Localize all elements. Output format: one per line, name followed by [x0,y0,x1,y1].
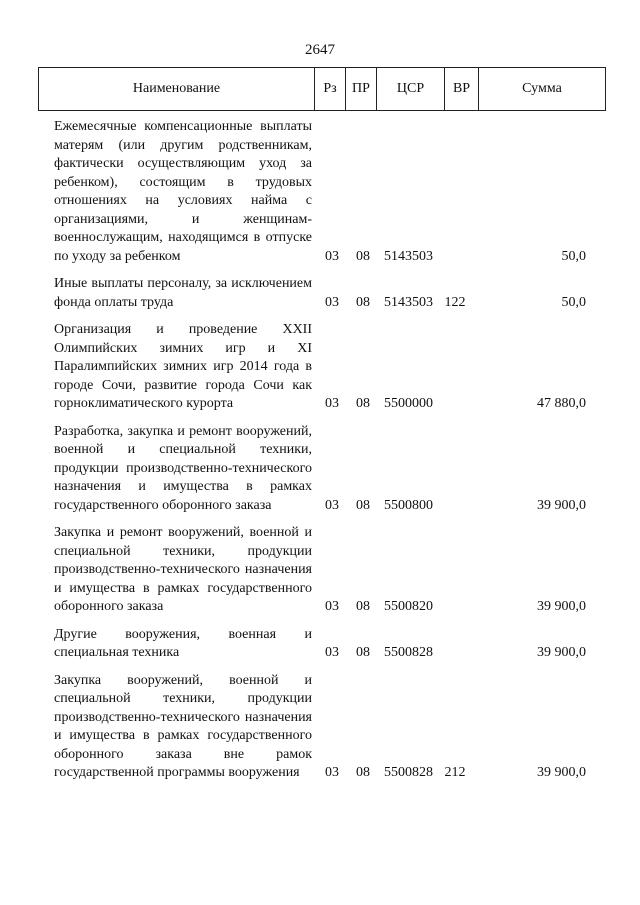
row-pr: 08 [356,765,370,780]
row-sum: 47 880,0 [537,396,586,411]
row-rz: 03 [325,396,339,411]
row-pr: 08 [356,396,370,411]
row-sum: 39 900,0 [537,599,586,614]
header-rz: Рз [314,68,345,110]
row-pr: 08 [356,248,370,264]
row-csr: 5143503 [384,294,433,310]
row-name: Закупка и ремонт вооружений, военной и специальной техники, продукции производственно-технического назначения и имущества в рамках государственного оборонного заказа [54,525,312,614]
row-rz: 03 [325,248,339,264]
row-rz: 03 [325,497,339,513]
table-header [38,67,606,111]
row-vr: 122 [444,294,466,310]
row-pr: 08 [356,599,370,614]
row-name: Разработка, закупка и ремонт вооружений, военной и специальной техники, продукции производственно-технического назначения и имущества в рамках государственного оборонного заказа [54,423,312,513]
table-body [54,118,586,792]
table-row [54,672,586,783]
row-csr: 5500828 [384,645,433,660]
header-name: Наименование [132,81,221,96]
row-sum: 50,0 [561,248,586,264]
row-name: Иные выплаты персоналу, за исключением фонда оплаты труда [54,276,312,310]
row-sum: 39 900,0 [537,765,586,780]
row-csr: 5500828 [384,765,433,780]
row-name: Ежемесячные компенсационные выплаты матерям (или другим родственникам, фактически осуществляющим уход за ребенком), состоящим в трудовых отношениях на условиях найма с организациями, и женщинам-военнослужащим, находящимся в отпуске по уходу за ребенком [54,119,312,264]
table-row [54,321,586,414]
row-pr: 08 [356,294,370,310]
row-csr: 5143503 [384,248,433,264]
row-name: Закупка вооружений, военной и специальной техники, продукции производственно-технического назначения и имущества в рамках государственного оборонного заказа вне рамок государственной программы вооружения [54,672,312,780]
table-row [54,626,586,663]
header-vr: ВР [444,68,478,110]
row-csr: 5500820 [384,599,433,614]
header-sum: Сумма [478,68,605,110]
table-row [54,423,586,516]
row-vr: 212 [444,765,466,780]
table-row [54,524,586,617]
row-sum: 39 900,0 [537,497,586,513]
row-csr: 5500000 [384,396,433,411]
row-rz: 03 [325,599,339,614]
header-pr: ПР [345,68,376,110]
row-rz: 03 [325,294,339,310]
row-sum: 39 900,0 [537,645,586,660]
row-csr: 5500800 [384,497,433,513]
row-rz: 03 [325,765,339,780]
header-csr: ЦСР [376,68,444,110]
page-number: 2647 [305,42,335,58]
row-sum: 50,0 [561,294,586,310]
table-row [54,118,586,266]
row-name: Другие вооружения, военная и специальная техника [54,626,312,660]
row-pr: 08 [356,497,370,513]
row-name: Организация и проведение XXII Олимпийских зимних игр и XI Паралимпийских зимних игр 2014 года в городе Сочи, развитие города Сочи как горноклиматического курорта [54,322,312,411]
row-rz: 03 [325,645,339,660]
row-pr: 08 [356,645,370,660]
table-row [54,275,586,312]
